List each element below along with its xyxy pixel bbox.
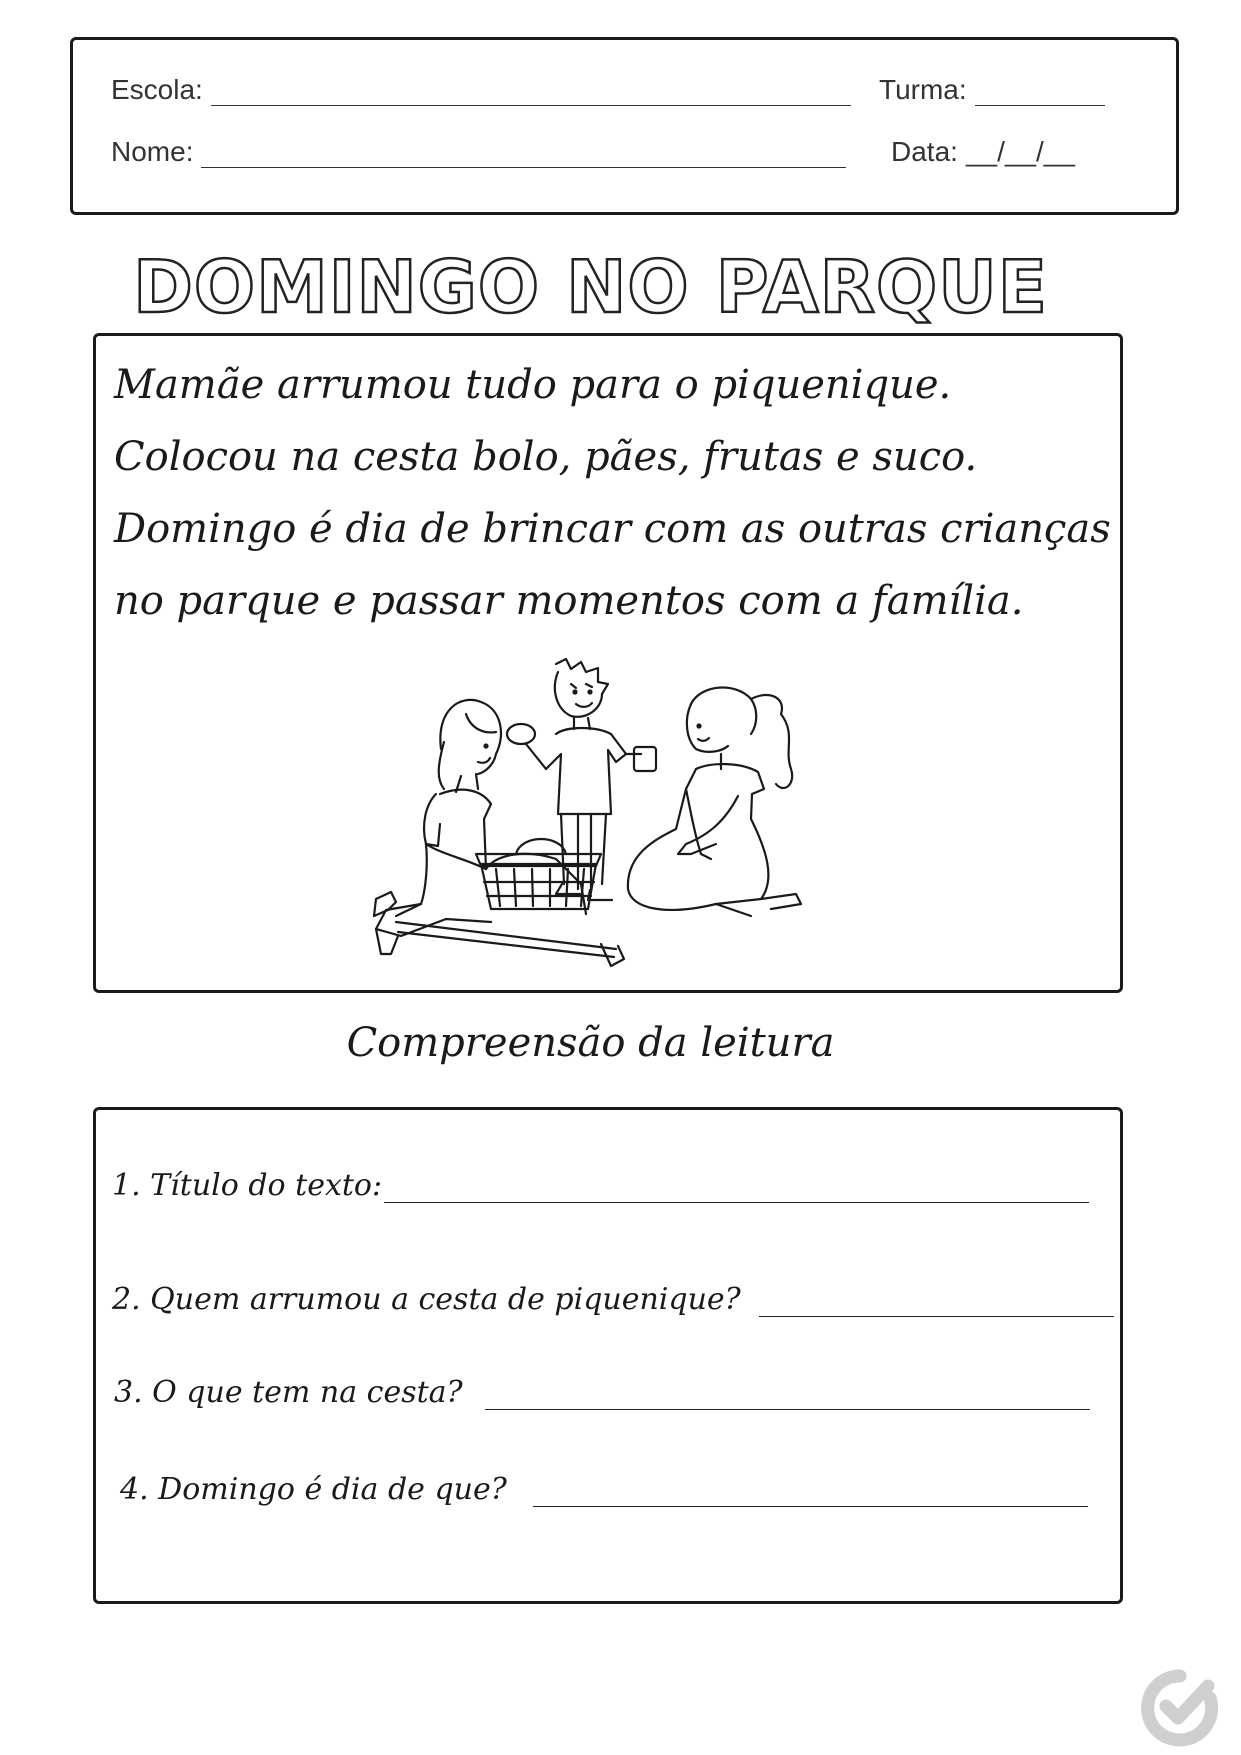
answer-field[interactable] xyxy=(485,1381,1090,1410)
school-field[interactable] xyxy=(211,79,851,106)
question-1 xyxy=(112,1168,1089,1203)
crutch xyxy=(396,922,624,966)
story-line: Colocou na cesta bolo, pães, frutas e suco. xyxy=(114,434,978,480)
questions-box xyxy=(93,1107,1123,1604)
school-label: Escola: xyxy=(111,74,203,105)
answer-field[interactable] xyxy=(384,1174,1089,1203)
class-row xyxy=(879,74,1105,106)
picnic-basket xyxy=(476,839,601,909)
question-2 xyxy=(112,1282,1114,1317)
date-label: Data: xyxy=(891,136,958,167)
question-text: 4. Domingo é dia de que? xyxy=(120,1472,507,1507)
story-line: Mamãe arrumou tudo para o piquenique. xyxy=(114,362,952,408)
date-field[interactable]: __/__/__ xyxy=(965,136,1075,167)
answer-field[interactable] xyxy=(533,1478,1088,1507)
date-row xyxy=(891,136,1075,168)
school-row xyxy=(111,74,851,106)
question-text: 3. O que tem na cesta? xyxy=(114,1375,463,1410)
question-text: 2. Quem arrumou a cesta de piquenique? xyxy=(112,1282,741,1317)
class-field[interactable] xyxy=(975,79,1105,106)
story-box xyxy=(93,333,1123,993)
question-4 xyxy=(120,1472,1088,1507)
answer-field[interactable] xyxy=(759,1288,1114,1317)
seated-woman-left xyxy=(374,700,586,954)
name-label: Nome: xyxy=(111,136,194,167)
name-row xyxy=(111,136,846,168)
picnic-illustration xyxy=(366,654,866,974)
header-box xyxy=(70,37,1179,215)
seated-woman-right xyxy=(628,688,801,916)
story-line: Domingo é dia de brincar com as outras crianças xyxy=(114,506,1111,552)
question-3 xyxy=(114,1375,1090,1410)
class-label: Turma: xyxy=(879,74,967,105)
checkmark-logo-icon xyxy=(1140,1668,1220,1748)
page-title: DOMINGO NO PARQUE xyxy=(133,245,1048,329)
story-line: no parque e passar momentos com a família. xyxy=(114,578,1024,624)
question-text: 1. Título do texto: xyxy=(112,1168,383,1203)
name-field[interactable] xyxy=(201,141,846,168)
comprehension-heading: Compreensão da leitura xyxy=(346,1020,835,1066)
